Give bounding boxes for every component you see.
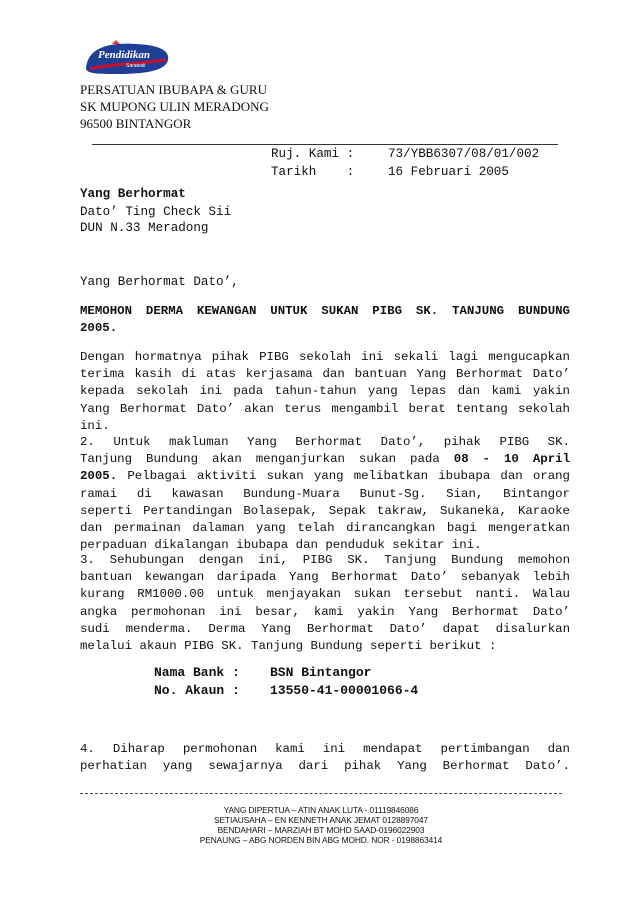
p4-line: perhatian yang sewajarnya dari pihak Yang Berhormat Dato’. <box>80 759 570 774</box>
recipient-name: Dato’ Ting Check Sii <box>80 205 232 219</box>
footer-president: YANG DIPERTUA – ATIN ANAK LUTA - 01119846086 <box>223 805 419 815</box>
p4-line: 4. Diharap permohonan kami ini mendapat pertimbangan dan <box>80 742 570 756</box>
account-number-label: No. Akaun : <box>154 683 240 698</box>
footer-secretary: SETIAUSAHA – EN KENNETH ANAK JEMAT 0128897047 <box>214 815 428 825</box>
footer-patron: PENAUNG – ABG NORDEN BIN ABG MOHD. NOR - 0198863414 <box>199 835 443 845</box>
salutation: Yang Berhormat Dato’, <box>80 275 239 289</box>
footer-treasurer: BENDAHARI – MARZIAH BT MOHD SAAD-0196022903 <box>217 825 425 835</box>
event-year: 2005. <box>80 469 118 484</box>
p2-line: perpaduan dikalangan ibubapa dan penduduk sekitar ini. <box>80 538 482 553</box>
education-logo <box>78 38 178 80</box>
subject-text-2: 2005. <box>80 321 118 336</box>
paragraph-4 <box>80 741 570 775</box>
subject-line <box>80 303 570 337</box>
p3-line: 3. Sehubungan dengan ini, PIBG SK. Tanjung Bundung memohon <box>80 553 570 567</box>
paragraph-1 <box>80 349 570 435</box>
p1-line: Dengan hormatnya pihak PIBG sekolah ini sekali lagi mengucapkan <box>80 350 570 364</box>
ref-number: 73/YBB6307/08/01/002 <box>388 147 540 161</box>
paragraph-2 <box>80 434 570 554</box>
p2-line: ramai di kawasan Bundung-Muara Bunut-Sg. Sian, Bintangor <box>80 486 570 501</box>
event-dates: 08 - 10 April <box>453 452 571 467</box>
org-name: PERSATUAN IBUBAPA & GURU <box>80 82 267 97</box>
p3-line: angka permohonan ini besar, kami yakin Yang Berhormat Dato’ <box>80 604 570 619</box>
p2-line: seperti Pertandingan Bolasepak, Sepak takraw, Sukaneka, Karaoke <box>80 503 570 518</box>
paragraph-3 <box>80 552 570 655</box>
p1-line: Yang Berhormat Dato’ akan terus mengambil berat tentang sekolah <box>80 401 570 416</box>
school-name: SK MUPONG ULIN MERADONG <box>80 99 269 114</box>
p3-line: kurang RM1000.00 untuk menjayakan sukan tersebut nanti. Walau <box>80 587 570 602</box>
p3-line: bantuan kewangan daripada Yang Berhormat Dato’ sebanyak lebih <box>80 570 570 585</box>
subject-text-1: MEMOHON DERMA KEWANGAN UNTUK SUKAN PIBG SK. TANJUNG BUNDUNG <box>80 304 570 318</box>
footer-rule <box>80 793 562 794</box>
bank-name-value: BSN Bintangor <box>270 665 372 680</box>
p3-line: melalui akaun PIBG SK. Tanjung Bundung seperti berikut : <box>80 639 497 654</box>
logo-text: Pendidikan <box>98 49 150 61</box>
postcode-town: 96500 BINTANGOR <box>80 116 192 131</box>
account-number-value: 13550-41-00001066-4 <box>270 683 419 698</box>
date-value: 16 Februari 2005 <box>388 165 509 179</box>
p2-line: 2. Untuk makluman Yang Berhormat Dato’, pihak PIBG SK. <box>80 435 570 449</box>
logo-subtext: Sarawak <box>126 63 146 69</box>
bank-name-label: Nama Bank : <box>154 665 240 680</box>
p1-line: kepada sekolah ini pada tahun-tahun yang lepas dan kami yakin <box>80 384 570 399</box>
p1-line: ini. <box>80 418 110 433</box>
p2-line: dan permainan dalaman yang telah dirancangkan bagi mengeratkan <box>80 521 570 536</box>
p2-line-year <box>80 468 570 485</box>
p2-text: Pelbagai aktiviti sukan yang melibatkan ibubapa dan orang <box>127 469 570 484</box>
p1-line: terima kasih di atas kerjasama dan bantuan Yang Berhormat Dato’ <box>80 367 570 382</box>
recipient-constituency: DUN N.33 Meradong <box>80 221 209 235</box>
date-label: Tarikh : <box>271 165 355 179</box>
p2-line-dates <box>80 451 570 468</box>
p2-text: Tanjung Bundung akan menganjurkan sukan pada <box>80 452 440 467</box>
p3-line: sudi menderma. Derma Yang Berhormat Dato’ dapat disalurkan <box>80 621 570 636</box>
ref-label: Ruj. Kami : <box>271 147 355 161</box>
recipient-honorific: Yang Berhormat <box>80 187 186 201</box>
logo-graphic <box>78 38 178 80</box>
